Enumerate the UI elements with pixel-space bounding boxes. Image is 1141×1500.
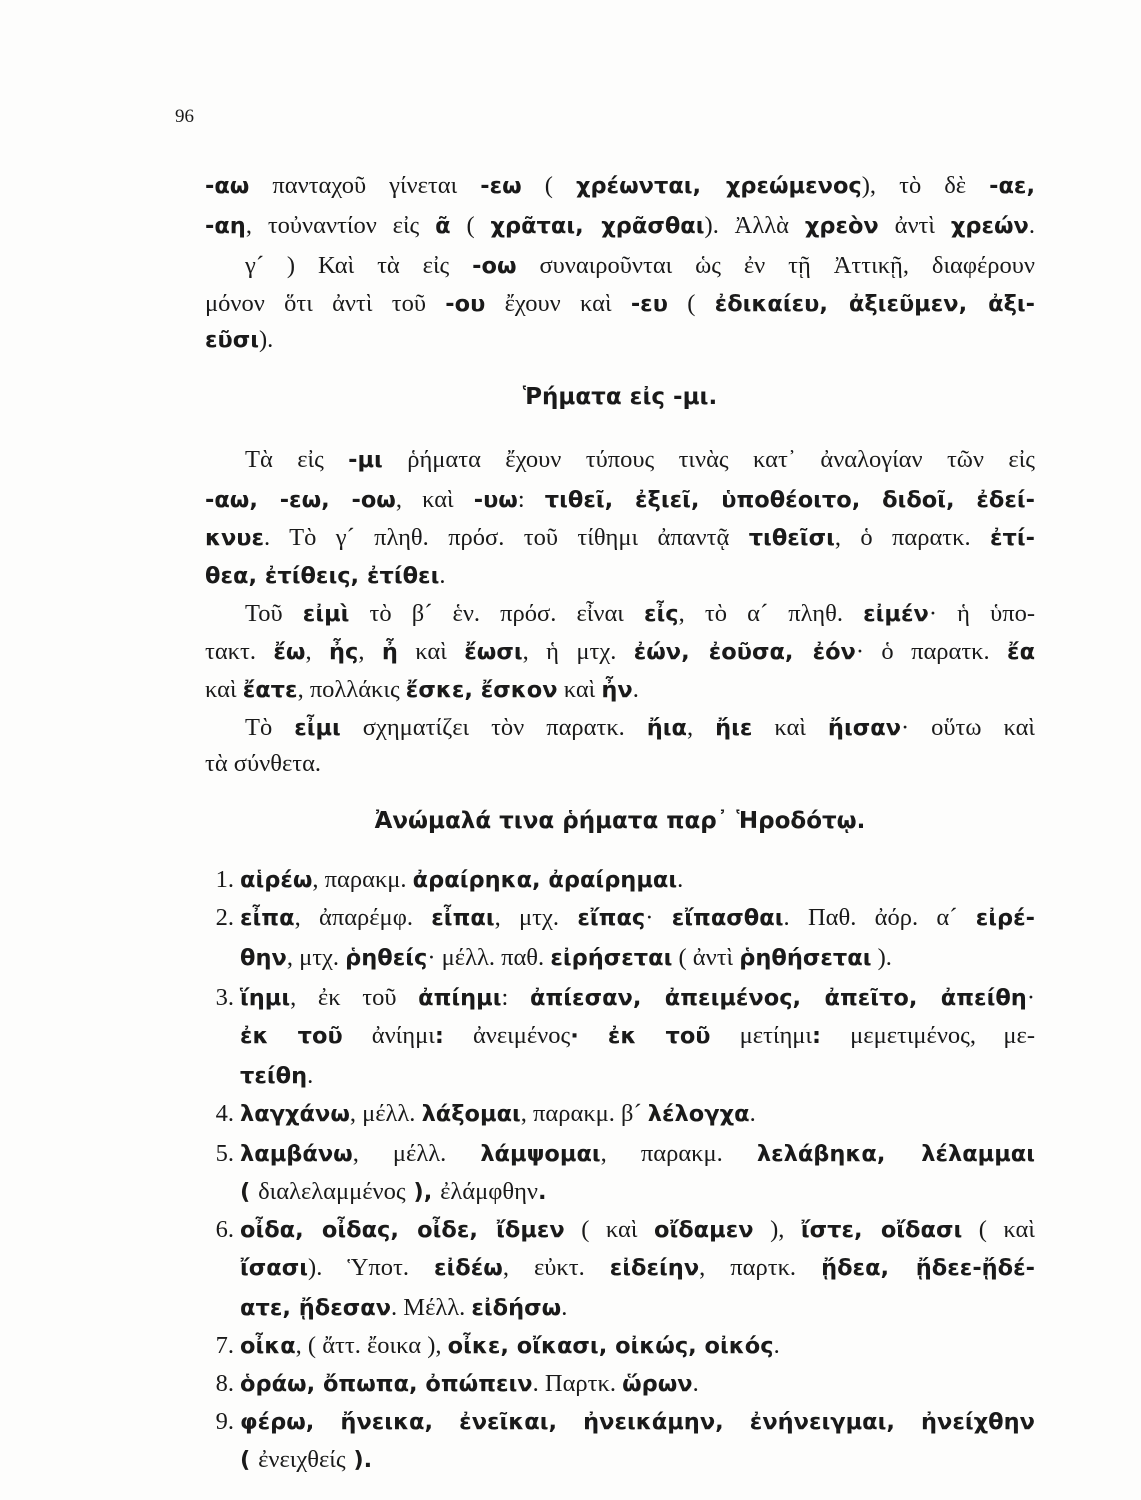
page-number: 96 bbox=[175, 106, 194, 127]
bold-term: -ευ bbox=[630, 291, 668, 317]
text-run: ῥήματα ἔχουν τύπους τινὰς κατ᾽ ἀναλογίαν τῶν εἰς bbox=[382, 446, 1035, 473]
bold-term: ὥρων bbox=[622, 1371, 693, 1397]
text-run: , τὸ α´ πληθ. bbox=[678, 600, 864, 627]
bold-term: λαμβάνω bbox=[240, 1141, 353, 1167]
text-run: , ἀπαρέμφ. bbox=[294, 904, 432, 931]
text-run: . bbox=[1028, 212, 1035, 239]
bold-term: ἐτί- bbox=[990, 525, 1035, 551]
bold-term: ( bbox=[240, 1179, 259, 1205]
bold-term: ἦς bbox=[329, 639, 359, 665]
text-run: , ὁ παρατκ. bbox=[834, 524, 990, 551]
bold-term: εῦσι bbox=[205, 327, 260, 353]
bold-term: οἴδαμεν bbox=[654, 1217, 754, 1243]
bold-term: ἦ bbox=[381, 639, 398, 665]
list-item-number: 9. bbox=[215, 1408, 234, 1435]
bold-term: ( bbox=[240, 1447, 259, 1473]
text-run: τὰ σύνθετα. bbox=[205, 750, 322, 777]
text-run: τὸ β´ ἑν. πρόσ. εἶναι bbox=[349, 600, 645, 627]
bold-term: θην bbox=[240, 945, 287, 971]
text-run: , παρτκ. bbox=[699, 1254, 822, 1281]
bold-term: τιθεῖσι bbox=[748, 525, 835, 551]
bold-term: ). bbox=[345, 1447, 373, 1473]
list-item-number: 7. bbox=[215, 1332, 234, 1359]
text-run: ). bbox=[259, 326, 274, 353]
text-run: , εὐκτ. bbox=[502, 1254, 610, 1281]
text-run: καὶ bbox=[397, 638, 465, 665]
text-run: . bbox=[439, 562, 446, 589]
text-run: . Μέλλ. bbox=[391, 1294, 472, 1321]
bold-term: · ἐκ τοῦ bbox=[570, 1023, 740, 1049]
bold-term: εἴπασθαι bbox=[671, 905, 784, 931]
text-run: διαλελαμμένος bbox=[258, 1178, 406, 1205]
bold-term: -αω bbox=[205, 173, 250, 199]
list-item-line bbox=[240, 944, 1035, 972]
bold-term: : bbox=[434, 1023, 473, 1049]
text-run: · οὕτω καὶ bbox=[901, 714, 1036, 741]
list-item-line bbox=[240, 1022, 1035, 1050]
text-run: . bbox=[632, 676, 639, 703]
bold-term: -αε, bbox=[989, 173, 1035, 199]
bold-term: εἰρήσεται bbox=[550, 945, 673, 971]
para2-line1 bbox=[245, 446, 1035, 474]
text-run: ( καὶ bbox=[564, 1216, 654, 1243]
bold-term: τιθεῖ, ἐξιεῖ, ὑποθέοιτο, διδοῖ, ἐδεί- bbox=[544, 487, 1035, 513]
text-run: ἀντὶ bbox=[878, 212, 951, 239]
text-run: ( bbox=[450, 212, 491, 239]
text-run: . bbox=[561, 1294, 568, 1321]
bold-term: -ου bbox=[445, 291, 486, 317]
para2-line3 bbox=[205, 524, 1035, 552]
bold-term: εἰδήσω bbox=[471, 1295, 562, 1321]
list-item-number: 8. bbox=[215, 1370, 234, 1397]
list-item-number: 5. bbox=[215, 1140, 234, 1167]
bold-term: τείθη bbox=[240, 1063, 308, 1089]
text-run: · μέλλ. παθ. bbox=[427, 944, 551, 971]
text-run: , μτχ. bbox=[286, 944, 346, 971]
text-run: ἐλάμφθην bbox=[440, 1178, 538, 1205]
bold-term: -υω bbox=[473, 487, 518, 513]
para1-line4 bbox=[205, 290, 1035, 318]
bold-term: ἐδικαίευ, ἀξιεῦμεν, ἀξι- bbox=[714, 291, 1035, 317]
bold-term: ἔω bbox=[273, 639, 306, 665]
text-run: ( bbox=[521, 172, 576, 199]
para1-line1 bbox=[205, 172, 1035, 200]
text-run: γ´ ) Καὶ τὰ εἰς bbox=[245, 252, 473, 279]
bold-term: χρέωνται, χρεώμενος bbox=[575, 173, 862, 199]
text-run: , μέλλ. bbox=[349, 1100, 422, 1127]
text-run: . bbox=[677, 866, 684, 893]
bold-term: ὁράω, ὄπωπα, ὀπώπειν bbox=[240, 1371, 533, 1397]
text-run: καὶ bbox=[752, 714, 828, 741]
text-run: , ἐκ τοῦ bbox=[290, 984, 419, 1011]
text-run: : bbox=[501, 984, 531, 1011]
text-run: · bbox=[645, 904, 672, 931]
list-item-line bbox=[240, 1332, 1035, 1360]
text-run: , τοὐναντίον εἰς bbox=[245, 212, 436, 239]
bold-term: οἶκε, οἴκασι, οἰκώς, οἰκός bbox=[447, 1333, 774, 1359]
bold-term: ἵημι bbox=[240, 985, 291, 1011]
text-run: ( καὶ bbox=[962, 1216, 1035, 1243]
bold-term: ῥηθήσεται bbox=[739, 945, 872, 971]
text-run: συναιροῦνται ὡς ἐν τῇ Ἀττικῇ, διαφέρουν bbox=[516, 252, 1035, 279]
list-item-line bbox=[240, 1370, 1035, 1398]
text-run: . Παρτκ. bbox=[532, 1370, 623, 1397]
text-run: , bbox=[358, 638, 382, 665]
bold-term: -μι bbox=[348, 447, 383, 473]
para4-line2 bbox=[205, 750, 1035, 778]
bold-term: ἔα bbox=[1007, 639, 1036, 665]
heading-punct: . bbox=[708, 384, 718, 410]
bold-term: ἀραίρηκα, ἀραίρημαι bbox=[412, 867, 678, 893]
list-item-number: 2. bbox=[215, 904, 234, 931]
bold-term: λελάβηκα, λέλαμμαι bbox=[756, 1141, 1036, 1167]
text-run: ), bbox=[753, 1216, 801, 1243]
text-run: . bbox=[773, 1332, 780, 1359]
bold-term: ἔσκε, ἔσκον bbox=[405, 677, 558, 703]
bold-term: εἶπα bbox=[240, 905, 295, 931]
text-run: ἐνειχθείς bbox=[258, 1446, 346, 1473]
text-run: , bbox=[687, 714, 716, 741]
bold-term: ἐών, ἐοῦσα, ἐόν bbox=[633, 639, 856, 665]
para2-line2 bbox=[205, 486, 1035, 514]
text-run: , παρακμ. β´ bbox=[520, 1100, 648, 1127]
bold-term: ἀπίημι bbox=[418, 985, 502, 1011]
bold-term: θεα, ἐτίθεις, ἐτίθει bbox=[205, 563, 440, 589]
text-run: καὶ bbox=[205, 676, 243, 703]
bold-term: ἤιε bbox=[715, 715, 753, 741]
bold-term: λάξομαι bbox=[421, 1101, 521, 1127]
text-run: ). bbox=[871, 944, 892, 971]
bold-term: ᾔδεα, ᾔδεε-ᾔδέ- bbox=[821, 1255, 1035, 1281]
bold-term: οἶκα bbox=[240, 1333, 296, 1359]
text-run: · ὁ παρατκ. bbox=[855, 638, 1008, 665]
text-run: , μτχ. bbox=[494, 904, 578, 931]
text-run: · bbox=[1026, 984, 1035, 1011]
text-run: . Παθ. ἀόρ. α´ bbox=[783, 904, 976, 931]
para2-line4 bbox=[205, 562, 1035, 590]
text-run: , bbox=[305, 638, 329, 665]
list-item-line bbox=[240, 1294, 1035, 1322]
list-item-line bbox=[240, 1062, 1035, 1090]
bold-term: ᾶ bbox=[435, 213, 451, 239]
list-item-line bbox=[240, 1178, 1035, 1206]
text-run: ). Ἀλλὰ bbox=[704, 212, 805, 239]
bold-term: ῥηθείς bbox=[345, 945, 428, 971]
bold-term: ἐκ τοῦ bbox=[240, 1023, 372, 1049]
bold-term: εἰδέω bbox=[434, 1255, 503, 1281]
bold-term: ), bbox=[405, 1179, 441, 1205]
bold-term: χρᾶται, χρᾶσθαι bbox=[490, 213, 705, 239]
bold-term: -αη bbox=[205, 213, 246, 239]
bold-term: εἰμὶ bbox=[302, 601, 350, 627]
bold-term: εἶπαι bbox=[431, 905, 495, 931]
list-item-line bbox=[240, 1408, 1035, 1436]
para3-line3 bbox=[205, 676, 1035, 704]
text-run: μεμετιμένος, με- bbox=[850, 1022, 1035, 1049]
bold-term: . bbox=[537, 1179, 547, 1205]
bold-term: ἴσασι bbox=[240, 1255, 309, 1281]
text-run: . bbox=[692, 1370, 699, 1397]
para4-line1 bbox=[245, 714, 1035, 742]
text-run: Τὰ εἰς bbox=[245, 446, 349, 473]
para1-line3 bbox=[245, 252, 1035, 280]
bold-term: -αω, -εω, -οω bbox=[205, 487, 396, 513]
section-heading-irregular-verbs bbox=[205, 808, 1035, 834]
bold-term: λαγχάνω bbox=[240, 1101, 350, 1127]
text-run: . bbox=[307, 1062, 314, 1089]
bold-term: χρεών bbox=[950, 213, 1029, 239]
bold-term: εἰμέν bbox=[863, 601, 929, 627]
text-run: Τὸ bbox=[245, 714, 295, 741]
text-run: πανταχοῦ γίνεται bbox=[249, 172, 481, 199]
bold-term: εἶμι bbox=[294, 715, 341, 741]
bold-term: χρεὸν bbox=[804, 213, 879, 239]
section-heading-mi-verbs bbox=[205, 384, 1035, 410]
text-run: , παρακμ. bbox=[600, 1140, 757, 1167]
bold-term: εἶς bbox=[644, 601, 679, 627]
heading-punct: . bbox=[856, 808, 866, 834]
text-run: ( bbox=[667, 290, 715, 317]
list-item-line bbox=[240, 866, 1035, 894]
text-run: τακτ. bbox=[205, 638, 274, 665]
text-run: , παρακμ. bbox=[312, 866, 413, 893]
text-run: . bbox=[749, 1100, 756, 1127]
text-run: , ἡ μτχ. bbox=[522, 638, 634, 665]
bold-term: φέρω, ἤνεικα, ἐνεῖκαι, ἠνεικάμην, ἐνήνειγμαι, ἠνείχθην bbox=[240, 1409, 1035, 1435]
text-run: · ἡ ὑπο- bbox=[928, 600, 1035, 627]
text-run: , ( ἄττ. ἔοικα ), bbox=[295, 1332, 448, 1359]
heading-text: Ἀνώμαλά τινα ῥήματα παρ᾽ Ἡροδότῳ bbox=[374, 808, 857, 834]
text-run: , πολλάκις bbox=[297, 676, 406, 703]
text-run: ), τὸ δὲ bbox=[861, 172, 990, 199]
text-run: καὶ bbox=[557, 676, 602, 703]
text-run: Τοῦ bbox=[245, 600, 303, 627]
para3-line1 bbox=[245, 600, 1035, 628]
bold-term: οἶδα, οἶδας, οἶδε, ἴδμεν bbox=[240, 1217, 565, 1243]
list-item-line bbox=[240, 1446, 1035, 1474]
text-run: ἀνίημι bbox=[371, 1022, 435, 1049]
list-item-line bbox=[240, 904, 1035, 932]
list-item-line bbox=[240, 1100, 1035, 1128]
text-run: . Τὸ γ´ πληθ. πρόσ. τοῦ τίθημι ἀπαντᾷ bbox=[264, 524, 749, 551]
text-run: , καὶ bbox=[395, 486, 474, 513]
list-item-line bbox=[240, 984, 1035, 1012]
para3-line2 bbox=[205, 638, 1035, 666]
list-item-line bbox=[240, 1254, 1035, 1282]
bold-term: εἰρέ- bbox=[975, 905, 1035, 931]
bold-term: αἱρέω bbox=[240, 867, 313, 893]
text-run: σχηματίζει τὸν παρατκ. bbox=[340, 714, 647, 741]
list-item-number: 3. bbox=[215, 984, 234, 1011]
list-item-line bbox=[240, 1216, 1035, 1244]
bold-term: -εω bbox=[480, 173, 522, 199]
para1-line5 bbox=[205, 326, 1035, 354]
bold-term: : bbox=[812, 1023, 851, 1049]
bold-term: λάμψομαι bbox=[480, 1141, 601, 1167]
bold-term: ἔατε bbox=[242, 677, 298, 703]
list-item-number: 6. bbox=[215, 1216, 234, 1243]
bold-term: ἤισαν bbox=[827, 715, 902, 741]
bold-term: κνυε bbox=[205, 525, 265, 551]
list-item-number: 4. bbox=[215, 1100, 234, 1127]
bold-term: ατε, ᾔδεσαν bbox=[240, 1295, 392, 1321]
bold-term: ἀπίεσαν, ἀπειμένος, ἀπεῖτο, ἀπείθη bbox=[530, 985, 1027, 1011]
para1-line2 bbox=[205, 212, 1035, 240]
text-run: ἔχουν καὶ bbox=[485, 290, 631, 317]
text-run: , μέλλ. bbox=[352, 1140, 481, 1167]
list-item-number: 1. bbox=[215, 866, 234, 893]
text-run: ). Ὑποτ. bbox=[308, 1254, 435, 1281]
list-item-line bbox=[240, 1140, 1035, 1168]
heading-text: Ῥήματα εἰς -μι bbox=[522, 384, 709, 410]
text-run: μόνον ὅτι ἀντὶ τοῦ bbox=[205, 290, 446, 317]
bold-term: ἤια bbox=[646, 715, 688, 741]
text-run: ἀνειμένος bbox=[472, 1022, 571, 1049]
bold-term: εἴπας bbox=[577, 905, 646, 931]
text-run: : bbox=[517, 486, 545, 513]
text-run: μετίημι bbox=[739, 1022, 813, 1049]
bold-term: ἴστε, οἴδασι bbox=[800, 1217, 963, 1243]
bold-term: εἰδείην bbox=[609, 1255, 700, 1281]
text-run: ( ἀντὶ bbox=[672, 944, 740, 971]
bold-term: λέλογχα bbox=[647, 1101, 750, 1127]
bold-term: -οω bbox=[472, 253, 517, 279]
bold-term: ἦν bbox=[601, 677, 633, 703]
bold-term: ἔωσι bbox=[464, 639, 523, 665]
